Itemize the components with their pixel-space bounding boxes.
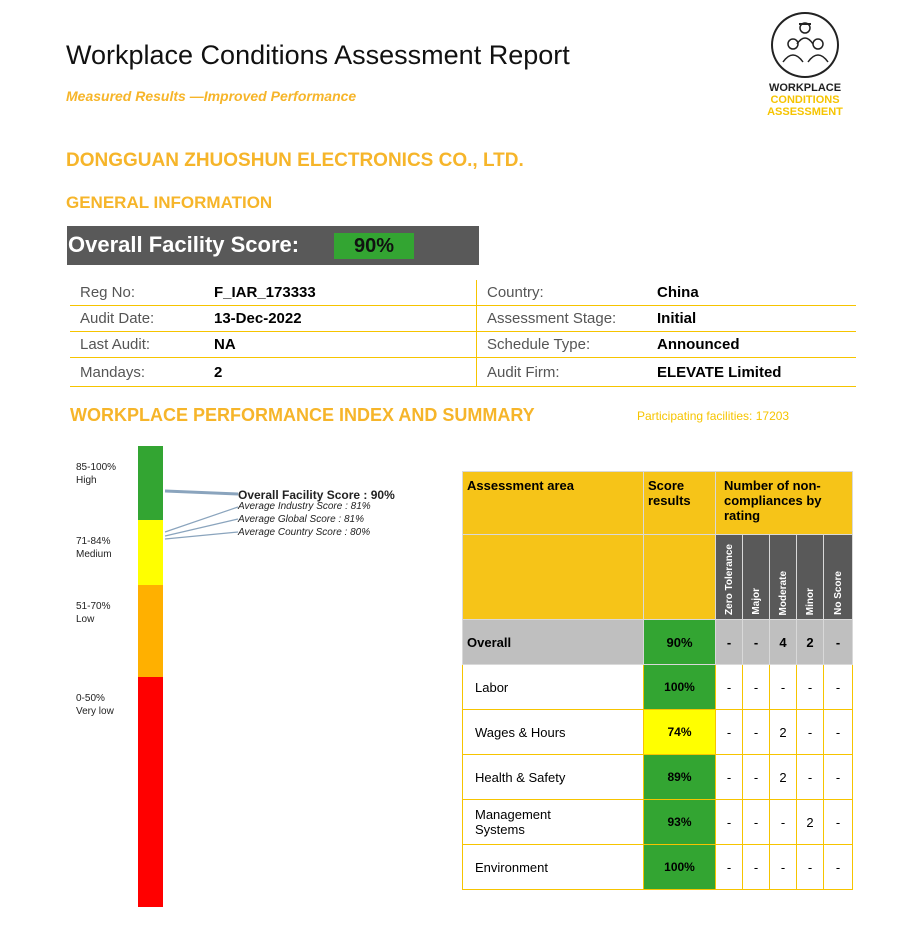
info-value: China: [647, 280, 856, 306]
row-count: -: [797, 665, 824, 710]
row-score: 100%: [644, 845, 716, 890]
row-count: -: [716, 800, 743, 845]
overall-score-value: 90%: [334, 233, 414, 259]
overall-count: 4: [770, 620, 797, 665]
row-count: -: [743, 665, 770, 710]
gauge-label-low: 51-70% Low: [76, 601, 111, 625]
overall-count: 2: [797, 620, 824, 665]
info-value: NA: [204, 332, 477, 358]
gauge-band-low: [138, 585, 163, 677]
header-noncompliances: Number of non-compliances by rating: [716, 472, 853, 535]
overall-area: Overall: [463, 620, 644, 665]
info-label: Schedule Type:: [477, 332, 648, 358]
info-label: Audit Firm:: [477, 358, 648, 387]
row-count: -: [743, 845, 770, 890]
rating-minor: Minor: [797, 535, 824, 620]
general-info-heading: GENERAL INFORMATION: [66, 193, 273, 212]
info-value: F_IAR_173333: [204, 280, 477, 306]
header-blank: [463, 535, 644, 620]
header-score-results: Score results: [644, 472, 716, 535]
callout-overall: Overall Facility Score : 90%: [238, 488, 395, 502]
gauge-label-high: 85-100% High: [76, 462, 117, 486]
overall-count: -: [743, 620, 770, 665]
row-area: Health & Safety: [463, 755, 644, 800]
general-info-table: [70, 280, 856, 387]
callout-global: Average Global Score : 81%: [238, 514, 365, 525]
logo: [760, 12, 850, 118]
row-area: Environment: [463, 845, 644, 890]
row-score: 89%: [644, 755, 716, 800]
row-score: 100%: [644, 665, 716, 710]
info-row: [70, 306, 856, 332]
overall-count: -: [716, 620, 743, 665]
row-count: -: [770, 800, 797, 845]
logo-text-1: WORKPLACE: [768, 82, 842, 94]
logo-text-2: CONDITIONS: [770, 94, 840, 106]
info-row: [70, 332, 856, 358]
people-icon: [771, 12, 839, 78]
info-value: 13-Dec-2022: [204, 306, 477, 332]
row-area: Management Systems: [463, 800, 644, 845]
tagline: Measured Results —Improved Performance: [66, 88, 357, 104]
row-count: -: [743, 710, 770, 755]
row-score: 93%: [644, 800, 716, 845]
wpi-heading: WORKPLACE PERFORMANCE INDEX AND SUMMARY: [70, 405, 535, 425]
row-count: -: [797, 755, 824, 800]
row-count: 2: [797, 800, 824, 845]
header-blank: [644, 535, 716, 620]
info-label: Last Audit:: [70, 332, 204, 358]
rating-zero-tolerance: Zero Tolerance: [716, 535, 743, 620]
summary-table: [462, 471, 853, 890]
info-label: Assessment Stage:: [477, 306, 648, 332]
info-label: Reg No:: [70, 280, 204, 306]
callout-country: Average Country Score : 80%: [238, 527, 371, 538]
callout-industry: Average Industry Score : 81%: [238, 501, 371, 512]
row-area: Labor: [463, 665, 644, 710]
info-label: Country:: [477, 280, 648, 306]
company-name: DONGGUAN ZHUOSHUN ELECTRONICS CO., LTD.: [66, 150, 524, 171]
info-row: [70, 358, 856, 387]
row-count: -: [770, 665, 797, 710]
info-row: [70, 280, 856, 306]
info-value: Announced: [647, 332, 856, 358]
info-value: 2: [204, 358, 477, 387]
rating-no-score: No Score: [824, 535, 853, 620]
row-count: -: [743, 800, 770, 845]
row-area: Wages & Hours: [463, 710, 644, 755]
row-count: -: [824, 845, 853, 890]
row-count: -: [824, 755, 853, 800]
summary-row: [463, 710, 853, 755]
info-label: Audit Date:: [70, 306, 204, 332]
gauge-label-medium: 71-84% Medium: [76, 536, 112, 560]
rating-major: Major: [743, 535, 770, 620]
summary-row: [463, 665, 853, 710]
row-count: 2: [770, 755, 797, 800]
row-count: -: [716, 755, 743, 800]
row-count: -: [743, 755, 770, 800]
row-count: -: [797, 710, 824, 755]
row-count: -: [716, 710, 743, 755]
summary-row: [463, 800, 853, 845]
rating-moderate: Moderate: [770, 535, 797, 620]
row-count: -: [797, 845, 824, 890]
info-label: Mandays:: [70, 358, 204, 387]
row-count: -: [824, 710, 853, 755]
row-count: 2: [770, 710, 797, 755]
row-count: -: [716, 665, 743, 710]
summary-header-row: [463, 472, 853, 535]
info-value: ELEVATE Limited: [647, 358, 856, 387]
row-count: -: [824, 665, 853, 710]
callout-lines: [160, 485, 240, 545]
summary-overall-row: [463, 620, 853, 665]
summary-rating-row: [463, 535, 853, 620]
header-assessment-area: Assessment area: [463, 472, 644, 535]
row-count: -: [716, 845, 743, 890]
overall-score-label: Overall Facility Score:: [68, 232, 300, 257]
row-count: -: [770, 845, 797, 890]
gauge-label-very-low: 0-50% Very low: [76, 693, 114, 717]
report-title: Workplace Conditions Assessment Report: [66, 40, 570, 70]
info-value: Initial: [647, 306, 856, 332]
row-score: 74%: [644, 710, 716, 755]
participating-facilities: Participating facilities: 17203: [637, 409, 790, 423]
logo-text-3: ASSESSMENT: [767, 106, 843, 118]
gauge-band-very-low: [138, 677, 163, 907]
summary-row: [463, 845, 853, 890]
overall-count: -: [824, 620, 853, 665]
row-count: -: [824, 800, 853, 845]
summary-row: [463, 755, 853, 800]
overall-score: 90%: [644, 620, 716, 665]
